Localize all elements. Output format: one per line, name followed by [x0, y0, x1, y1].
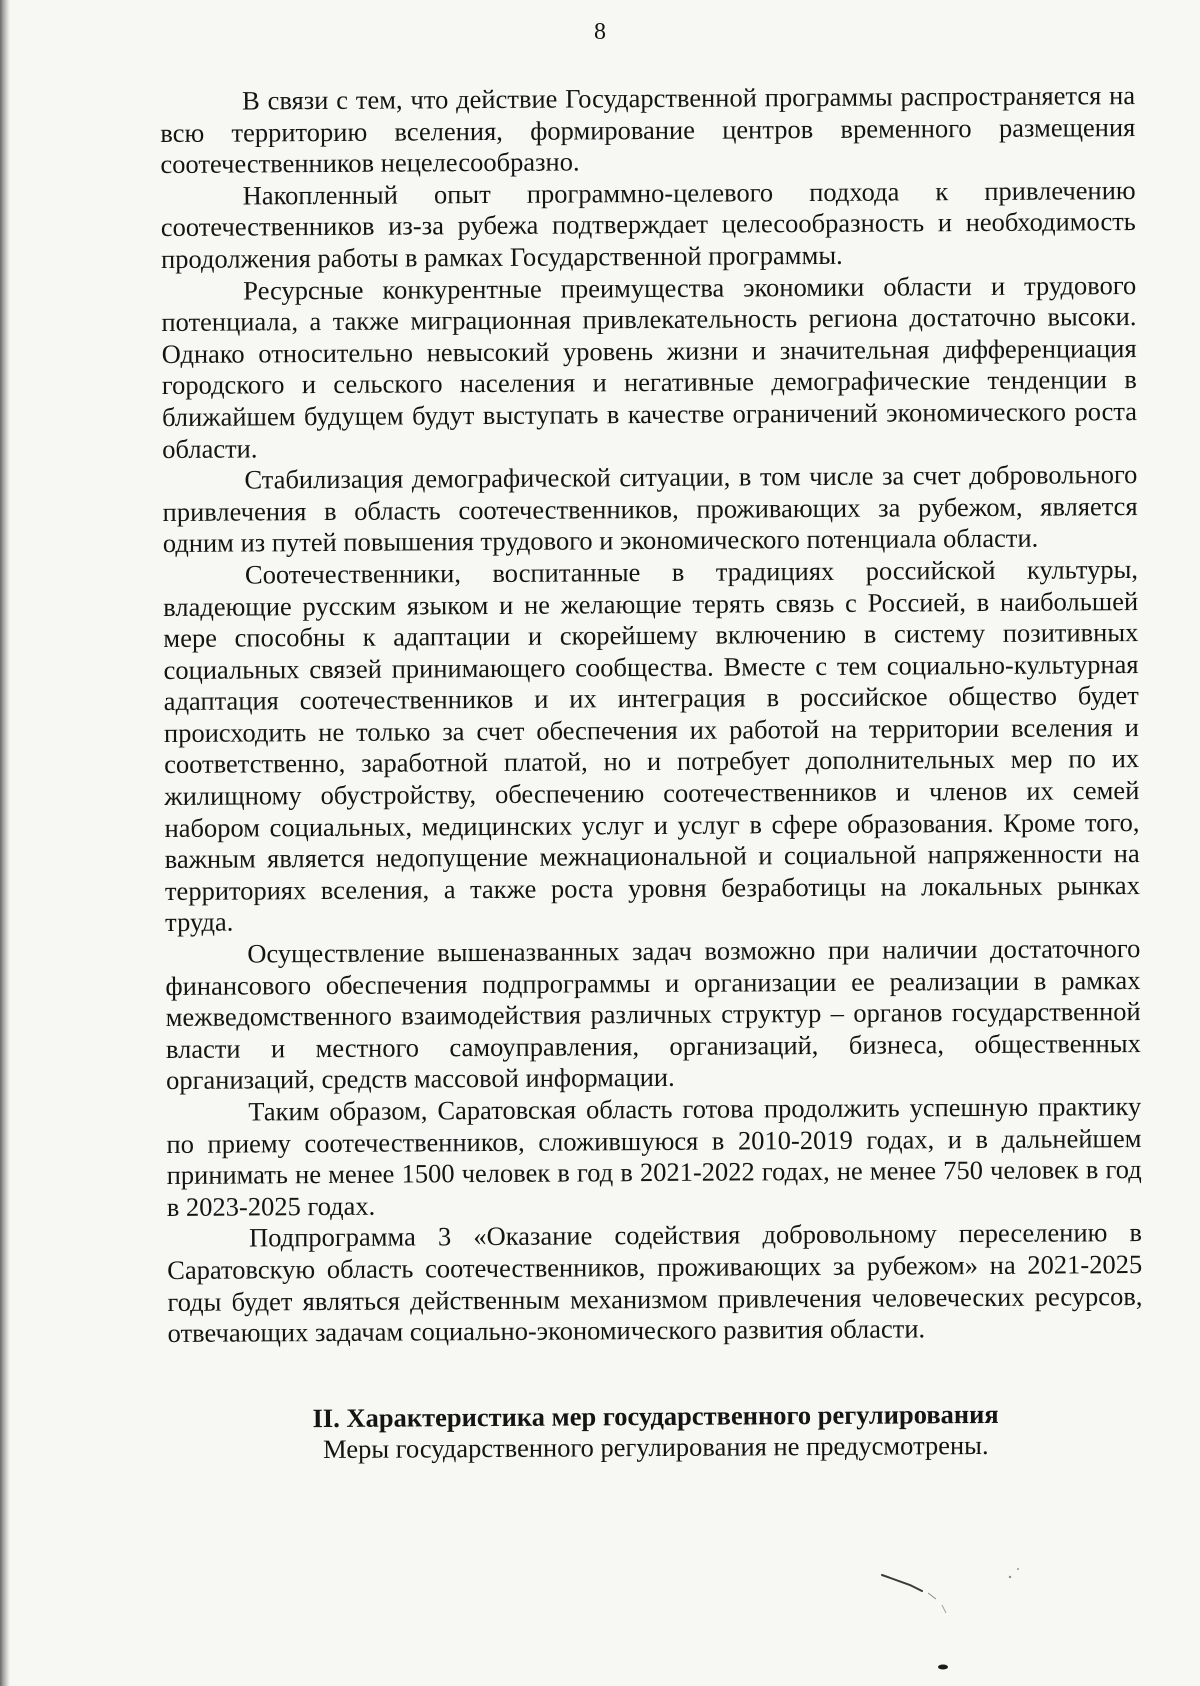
paragraph-5: Соотечественники, воспитанные в традициях российской культуры, владеющие русским языком и не желающие терять связь с Россией, в наибольшей мере способны к адаптации и скорейшему включению в систему позитивных социальных связей принимающего сообщества. Вместе с тем социально-культурная адаптация соотечественников и их интеграция в российское общество будет происходить не только за счет обеспечения их работой на территории вселения и соответственно, заработной платой, но и потребует дополнительных мер по их жилищному обустройству, обеспечению соотечественников и членов их семей набором социальных, медицинских услуг и услуг в сфере образования. Кроме того, важным является недопущение межнациональной и социальной напряженности на территориях вселения, а также роста уровня безработицы на локальных рынках труда.	[163, 553, 1140, 938]
scan-smudge-marks	[870, 1555, 1030, 1685]
paragraph-8: Подпрограмма 3 «Оказание содействия добровольному переселению в Саратовскую область соотечественников, проживающих за рубежом» на 2021-2025 годы будет являться действенным механизмом привлечения человеческих ресурсов, отвечающих задачам социально-экономического развития области.	[167, 1217, 1143, 1349]
paragraph-2: Накопленный опыт программно-целевого подхода к привлечению соотечественников из-за рубежа подтверждает целесообразность и необходимость продолжения работы в рамках Государственной программы.	[160, 174, 1136, 274]
document-body	[160, 80, 1143, 1467]
paragraph-6: Осуществление вышеназванных задач возможно при наличии достаточного финансового обеспечения подпрограммы и организации ее реализации в рамках межведомственного взаимодействия различных структур – органов государственной власти и местного самоуправления, организаций, бизнеса, общественных организаций, средств массовой информации.	[165, 933, 1141, 1096]
section-text: Меры государственного регулирования не предусмотрены.	[322, 1430, 989, 1465]
paragraph-1: В связи с тем, что действие Государственной программы распространяется на всю территорию вселения, формирование центров временного размещения соотечественников нецелесообразно.	[160, 80, 1136, 180]
paragraph-7: Таким образом, Саратовская область готова продолжить успешную практику по приему соотечественников, сложившуюся в 2010-2019 годах, и в дальнейшем принимать не менее 1500 человек в год в 2021-2022 годах, не менее 750 человек в год в 2023-2025 годах.	[166, 1091, 1142, 1222]
paragraph-3: Ресурсные конкурентные преимущества экономики области и трудового потенциала, а также миграционная привлекательность региона достаточно высоки. Однако относительно невысокий уровень жизни и значительная дифференциация городского и сельского населения и негативные демографические тенденции в ближайшем будущем будут выступать в качестве ограничений экономического роста области.	[161, 269, 1138, 464]
section-heading: II. Характеристика мер государственного регулирования	[312, 1398, 999, 1433]
page-number: 8	[594, 19, 606, 45]
paragraph-4: Стабилизация демографической ситуации, в том числе за счет добровольного привлечения в область соотечественников, проживающих за рубежом, является одним из путей повышения трудового и экономического потенциала области.	[162, 459, 1138, 559]
scan-edge-shadow	[0, 0, 10, 1686]
